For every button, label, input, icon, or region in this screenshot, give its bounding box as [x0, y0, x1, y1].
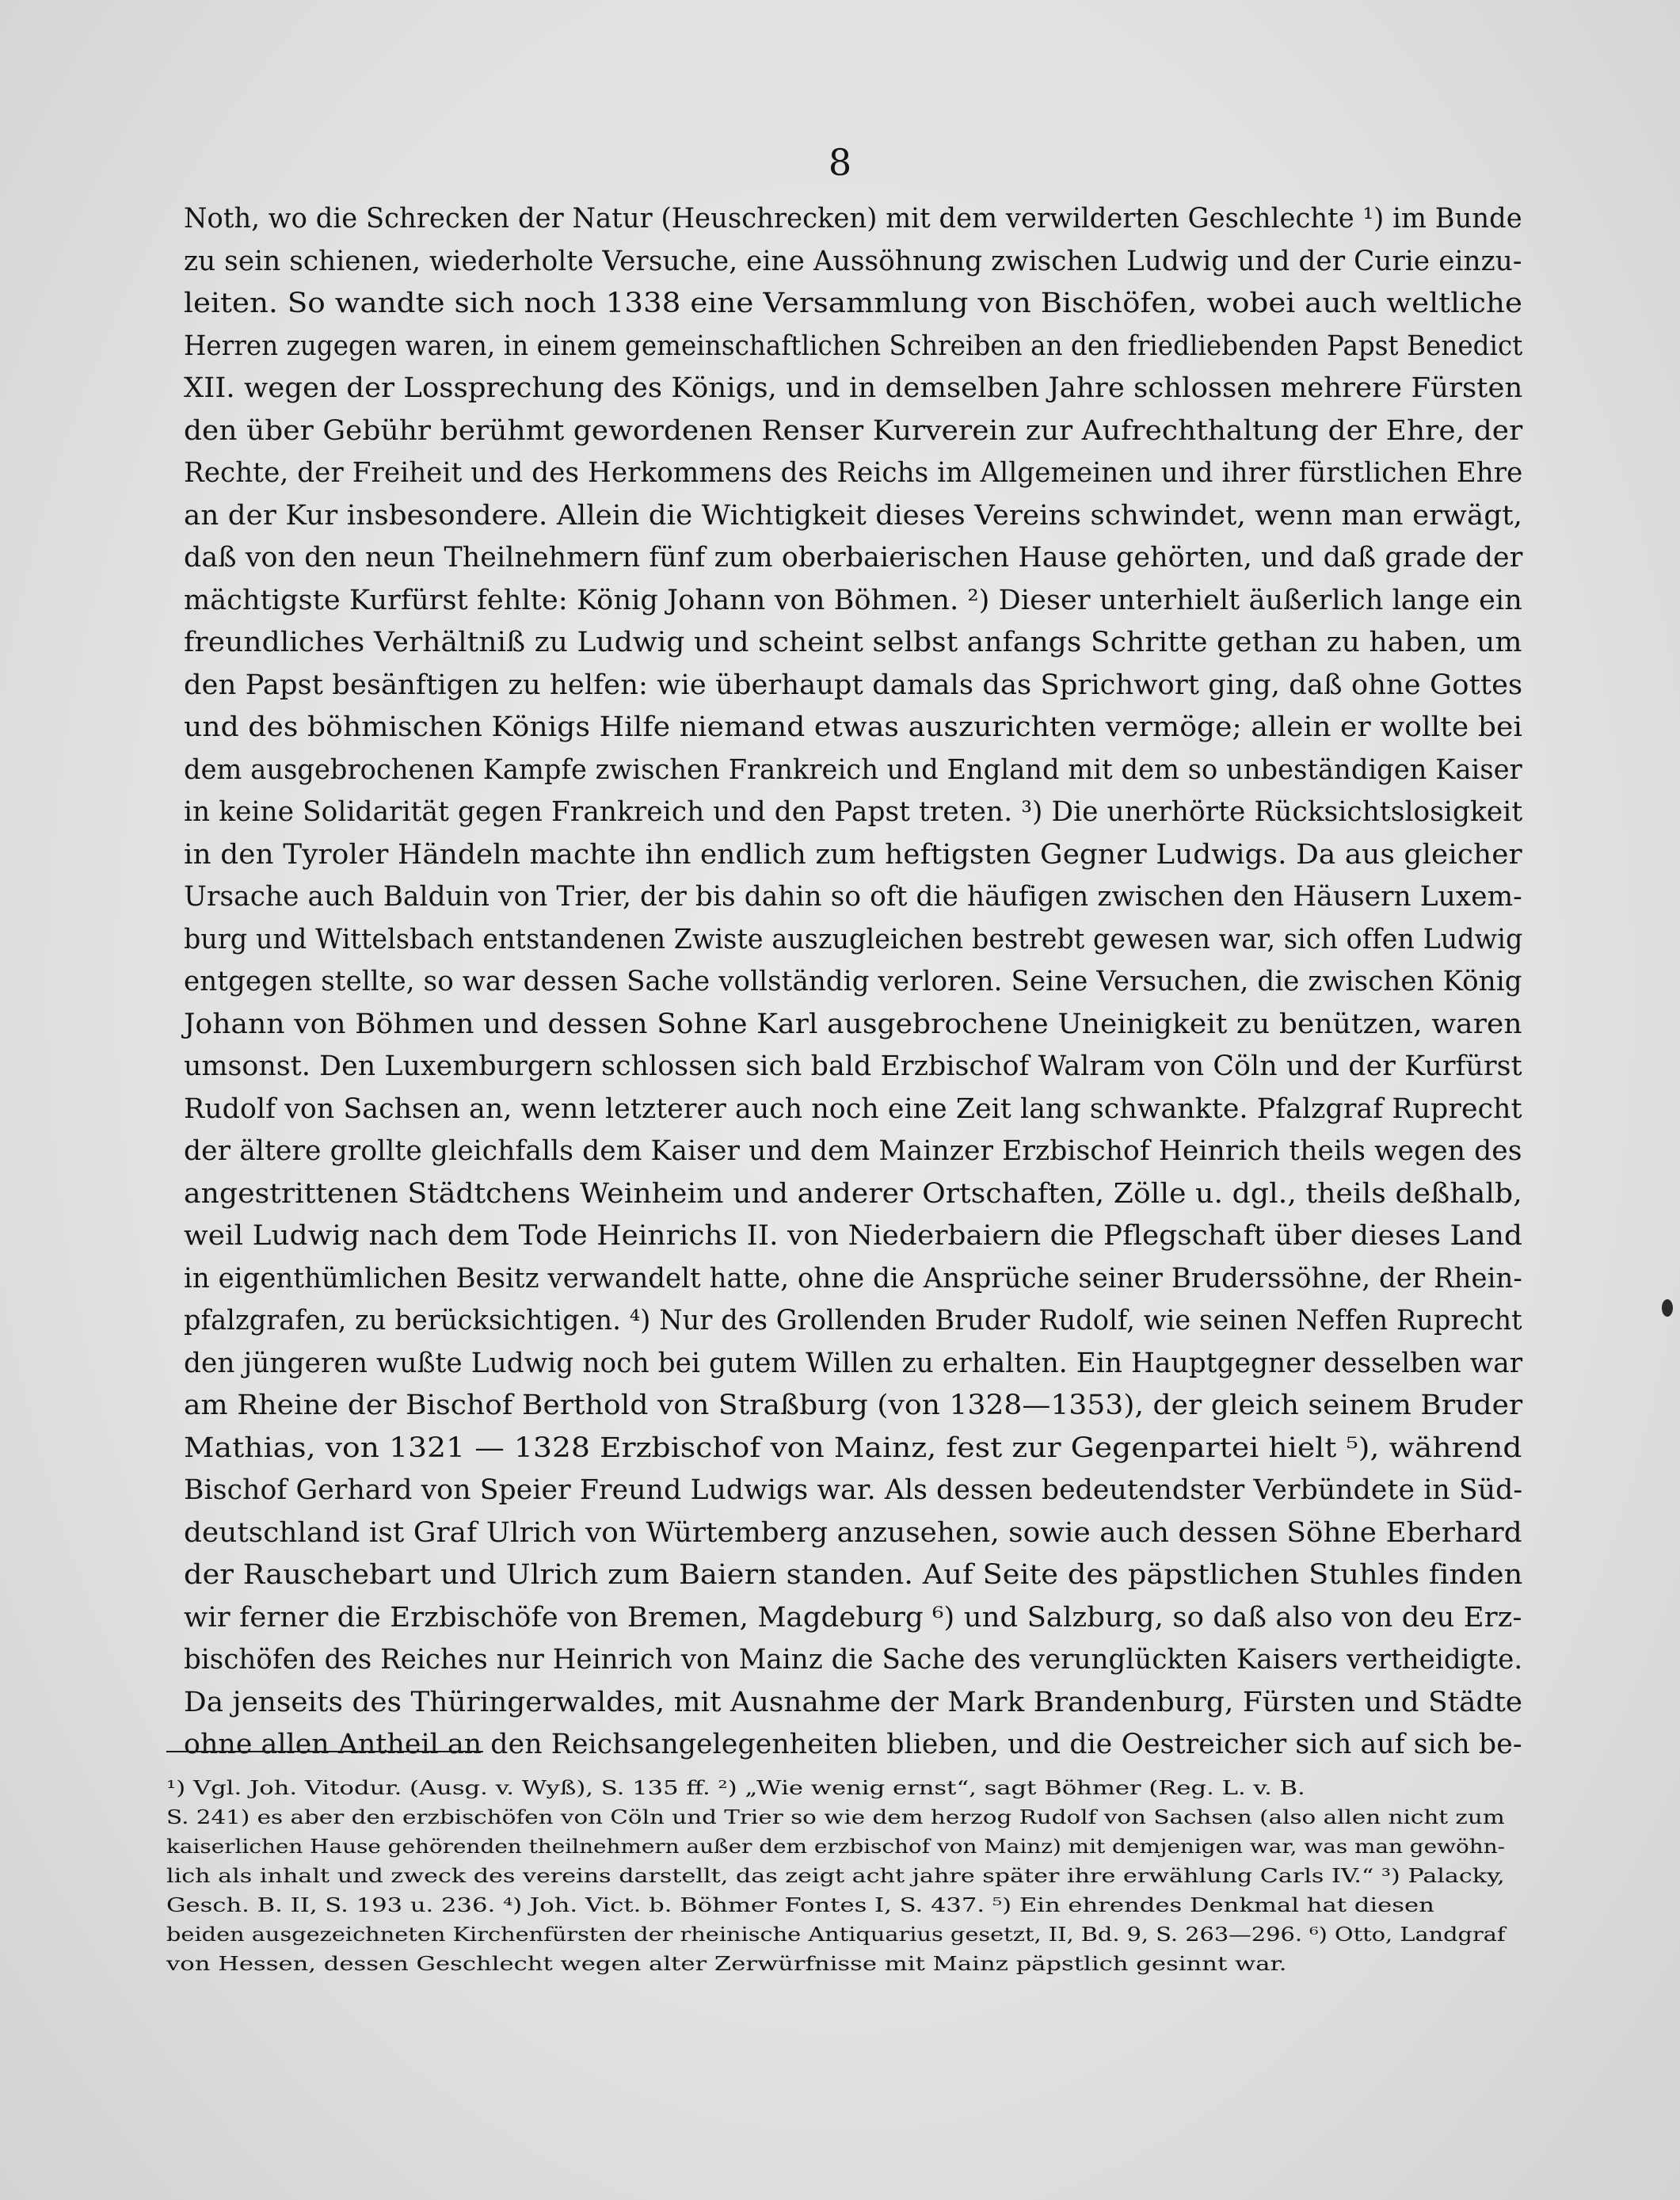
body-line: umsonst. Den Luxemburgern schlossen sich bald Erzbischof Walram von Cöln und der Kurfürst: [184, 1050, 1522, 1082]
body-line: Johann von Böhmen und dessen Sohne Karl ausgebrochene Uneinigkeit zu benützen, waren: [184, 1008, 1522, 1040]
ink-speck: [1662, 1299, 1673, 1317]
footnote-line: lich als inhalt und zweck des vereins darstellt, das zeigt acht jahre später ihre erwählung Carls IV.“ ³) Palacky,: [166, 1864, 1505, 1887]
body-line: wir ferner die Erzbischöfe von Bremen, Magdeburg ⁶) und Salzburg, so daß also von deu Erz-: [184, 1601, 1522, 1634]
footnote-divider: [166, 1751, 483, 1752]
body-line: der ältere grollte gleichfalls dem Kaiser und dem Mainzer Erzbischof Heinrich theils wegen des: [184, 1135, 1522, 1167]
body-line: ohne allen Antheil an den Reichsangelegenheiten blieben, und die Oestreicher sich auf sich be-: [184, 1729, 1522, 1760]
body-line: den jüngeren wußte Ludwig noch bei gutem Willen zu erhalten. Ein Hauptgegner desselben war: [184, 1347, 1523, 1379]
body-line: daß von den neun Theilnehmern fünf zum oberbaierischen Hause gehörten, und daß grade der: [184, 542, 1523, 574]
body-line: Noth, wo die Schrecken der Natur (Heuschrecken) mit dem verwilderten Geschlechte ¹) im Bunde: [184, 203, 1522, 234]
body-line: bischöfen des Reiches nur Heinrich von Mainz die Sache des verunglückten Kaisers vertheidigte.: [184, 1644, 1523, 1676]
footnote-line: S. 241) es aber den erzbischöfen von Cöln und Trier so wie dem herzog Rudolf von Sachsen (also allen nicht zum: [166, 1805, 1505, 1828]
body-line: weil Ludwig nach dem Tode Heinrichs II. von Niederbaiern die Pflegschaft über dieses Land: [184, 1220, 1523, 1252]
body-line: und des böhmischen Königs Hilfe niemand etwas auszurichten vermöge; allein er wollte bei: [184, 711, 1523, 743]
body-line: dem ausgebrochenen Kampfe zwischen Frankreich und England mit dem so unbeständigen Kaiser: [184, 753, 1522, 786]
body-line: in keine Solidarität gegen Frankreich und den Papst treten. ³) Die unerhörte Rücksichtslosigkeit: [184, 796, 1523, 828]
body-line: Ursache auch Balduin von Trier, der bis dahin so oft die häufigen zwischen den Häusern Luxem-: [184, 881, 1522, 913]
footnote-line: ¹) Vgl. Joh. Vitodur. (Ausg. v. Wyß), S. 135 ff. ²) „Wie wenig ernst“, sagt Böhmer (Reg. L. v. B.: [166, 1776, 1305, 1799]
body-line: Herren zugegen waren, in einem gemeinschaftlichen Schreiben an den friedliebenden Papst Benedict: [184, 330, 1523, 362]
body-line: den über Gebühr berühmt gewordenen Renser Kurverein zur Aufrechthaltung der Ehre, der: [184, 414, 1523, 447]
body-line: leiten. So wandte sich noch 1338 eine Versammlung von Bischöfen, wobei auch weltliche: [184, 288, 1523, 319]
body-line: an der Kur insbesondere. Allein die Wichtigkeit dieses Vereins schwindet, wenn man erwägt,: [184, 499, 1523, 532]
footnote-line: Gesch. B. II, S. 193 u. 236. ⁴) Joh. Vict. b. Böhmer Fontes I, S. 437. ⁵) Ein ehrendes Denkmal hat diesen: [166, 1893, 1434, 1916]
body-line: angestrittenen Städtchens Weinheim und anderer Ortschaften, Zölle u. dgl., theils deßhalb,: [184, 1177, 1522, 1210]
body-line: entgegen stellte, so war dessen Sache vollständig verloren. Seine Versuchen, die zwischen König: [184, 966, 1522, 997]
body-line: Bischof Gerhard von Speier Freund Ludwigs war. Als dessen bedeutendster Verbündete in Süd-: [184, 1474, 1523, 1506]
body-line: pfalzgrafen, zu berücksichtigen. ⁴) Nur des Grollenden Bruder Rudolf, wie seinen Neffen Ruprecht: [184, 1305, 1522, 1336]
footnote-line: von Hessen, dessen Geschlecht wegen alter Zerwürfnisse mit Mainz päpstlich gesinnt war.: [166, 1952, 1287, 1975]
body-line: mächtigste Kurfürst fehlte: König Johann von Böhmen. ²) Dieser unterhielt äußerlich lange ein: [184, 584, 1522, 616]
body-line: Rechte, der Freiheit und des Herkommens des Reichs im Allgemeinen und ihrer fürstlichen Ehre: [184, 457, 1523, 489]
body-line: Da jenseits des Thüringerwaldes, mit Ausnahme der Mark Brandenburg, Fürsten und Städte: [184, 1686, 1523, 1718]
body-line: der Rauschebart und Ulrich zum Baiern standen. Auf Seite des päpstlichen Stuhles finden: [184, 1559, 1523, 1591]
page-number: 8: [828, 141, 852, 184]
footnotes: [166, 1773, 1505, 1978]
body-line: XII. wegen der Lossprechung des Königs, und in demselben Jahre schlossen mehrere Fürsten: [184, 372, 1523, 404]
footnote-line: kaiserlichen Hause gehörenden theilnehmern außer dem erzbischof von Mainz) mit demjenigen war, was man gewöhn-: [166, 1835, 1506, 1858]
body-line: in eigenthümlichen Besitz verwandelt hatte, ohne die Ansprüche seiner Bruderssöhne, der Rhein-: [184, 1262, 1522, 1294]
body-line: Rudolf von Sachsen an, wenn letzterer auch noch eine Zeit lang schwankte. Pfalzgraf Ruprecht: [184, 1092, 1522, 1125]
body-line: Mathias, von 1321 — 1328 Erzbischof von Mainz, fest zur Gegenpartei hielt ⁵), während: [184, 1432, 1522, 1464]
body-line: zu sein schienen, wiederholte Versuche, eine Aussöhnung zwischen Ludwig und der Curie einzu-: [184, 245, 1522, 277]
footnote-line: beiden ausgezeichneten Kirchenfürsten der rheinische Antiquarius gesetzt, II, Bd. 9, S. 263—296. ⁶) Otto, Landgraf: [166, 1923, 1506, 1946]
body-line: deutschland ist Graf Ulrich von Würtemberg anzusehen, sowie auch dessen Söhne Eberhard: [184, 1516, 1522, 1549]
body-line: burg und Wittelsbach entstandenen Zwiste auszugleichen bestrebt gewesen war, sich offen Ludwig: [184, 923, 1523, 955]
body-text: [184, 198, 1522, 1767]
body-line: freundliches Verhältniß zu Ludwig und scheint selbst anfangs Schritte gethan zu haben, um: [184, 627, 1522, 658]
body-line: in den Tyroler Händeln machte ihn endlich zum heftigsten Gegner Ludwigs. Da aus gleicher: [184, 838, 1522, 871]
body-line: den Papst besänftigen zu helfen: wie überhaupt damals das Sprichwort ging, daß ohne Gottes: [184, 669, 1523, 701]
body-line: am Rheine der Bischof Berthold von Straßburg (von 1328—1353), der gleich seinem Bruder: [184, 1390, 1523, 1421]
